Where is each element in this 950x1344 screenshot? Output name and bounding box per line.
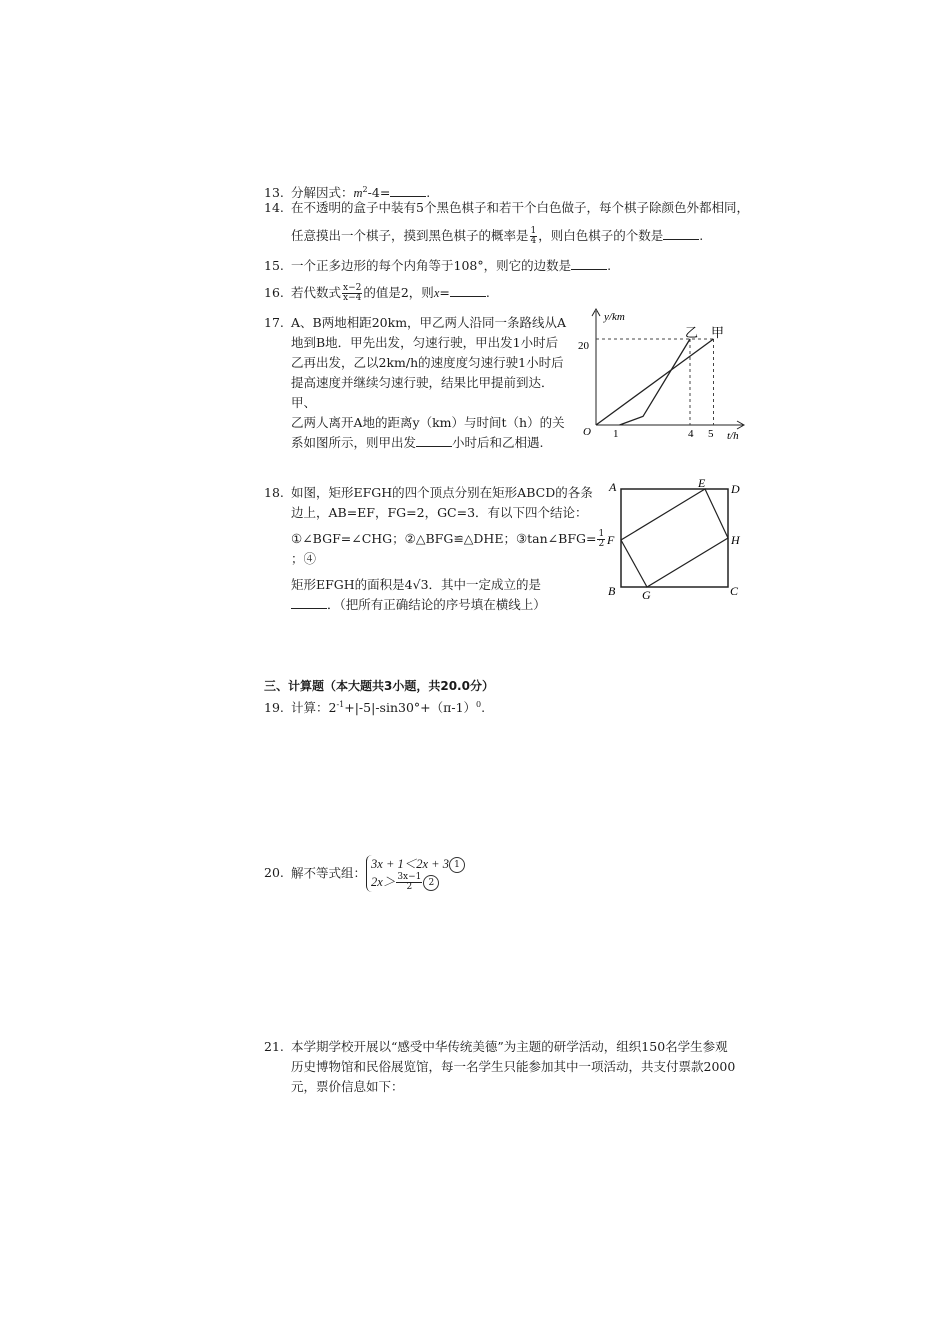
section-heading: 三、计算题（本大题共3小题，共20.0分）	[264, 679, 494, 693]
question-19: 19. 计算：$2^{-1}+|-5|-\sin 30^\circ+(\pi-1)^0$.	[264, 700, 486, 716]
answer-blank	[291, 596, 327, 609]
circled-number: 1	[449, 857, 465, 873]
x-tick-5: 5	[708, 428, 714, 440]
y-axis-label: y/km	[604, 311, 625, 323]
vertex-h: H	[731, 533, 740, 547]
question-13: 13. 分解因式：$m^2-4=$ .	[264, 185, 431, 201]
question-15: 15. 一个正多边形的每个内角等于108°，则它的边数是 .	[264, 258, 612, 273]
answer-blank	[663, 227, 699, 240]
vertex-e: E	[698, 478, 706, 490]
rectangle-efgh	[621, 489, 728, 587]
question-18: 18. 如图，矩形EFGH的四个顶点分别在矩形ABCD的各条 边上，AB=EF，FG=2，GC=3．有以下四个结论： ①∠BGF=∠CHG；②△BFG≌△DHE；③tan∠BFG= $\frac{1}{2}$ ；④ 矩形EFGH的面积是4√3．其中一定成立的是 ．（把所有正确结论的序号填在横线上）	[264, 485, 605, 612]
fraction: $\frac{1}{4}$	[530, 226, 537, 246]
series-line-jia	[596, 339, 714, 425]
vertex-a: A	[609, 480, 617, 494]
question-17: 17. A、B两地相距20km，甲乙两人沿同一条路线从A 地到B地．甲先出发，匀速行驶，甲出发1小时后 乙再出发，乙以2km/h的速度度匀速行驶1小时后 提高速度并继续匀速行驶，结果比甲提前到达．甲、 乙两人离开A地的距离y（km）与时间t（h）的关 系如图所示，则甲出发 小时后和乙相遇.	[264, 315, 567, 450]
series-label-jia: 甲	[711, 325, 725, 340]
answer-blank	[416, 434, 452, 447]
rectangle-figure	[600, 478, 750, 603]
origin-label: O	[583, 426, 591, 438]
x-axis-label: t/h	[727, 430, 739, 442]
answer-blank	[450, 284, 486, 297]
series-label-yi: 乙	[685, 325, 699, 340]
y-tick-20: 20	[578, 340, 589, 352]
fraction: $\frac{1}{2}$	[598, 529, 605, 549]
fraction: $\frac{x-2}{x-4}$	[343, 283, 362, 303]
question-21: 21. 本学期学校开展以“感受中华传统美德”为主题的研学活动，组织150名学生参观 历史博物馆和民俗展览馆，每一名学生只能参加其中一项活动，共支付票款2000 元，票价信息如下：	[264, 1039, 736, 1094]
vertex-f: F	[607, 533, 615, 547]
circled-number: 2	[423, 875, 439, 891]
question-20: 20. 解不等式组： 3x + 1＜2x + 3 1 2x＞ $\frac{3x-1}{2}$ 2	[264, 855, 465, 892]
vertex-b: B	[608, 584, 616, 598]
question-14: 14. 在不透明的盒子中装有5个黑色棋子和若干个白色做子，每个棋子除颜色外都相同， 任意摸出一个棋子，摸到黑色棋子的概率是 $\frac{1}{4}$ ，则白色棋子的个数是 .	[264, 200, 749, 246]
x-tick-4: 4	[688, 428, 694, 440]
vertex-d: D	[731, 482, 740, 496]
question-16: 16. 若代数式 $\frac{x-2}{x-4}$ 的值是2，则x= .	[264, 283, 490, 303]
answer-blank	[390, 184, 426, 197]
inequality-system: 3x + 1＜2x + 3 1 2x＞ $\frac{3x-1}{2}$ 2	[366, 855, 465, 892]
x-tick-1: 1	[613, 428, 619, 440]
vertex-g: G	[642, 588, 651, 602]
distance-time-graph	[575, 305, 755, 445]
answer-blank	[571, 257, 607, 270]
vertex-c: C	[730, 584, 739, 598]
fraction: $\frac{3x-1}{2}$	[397, 872, 422, 892]
